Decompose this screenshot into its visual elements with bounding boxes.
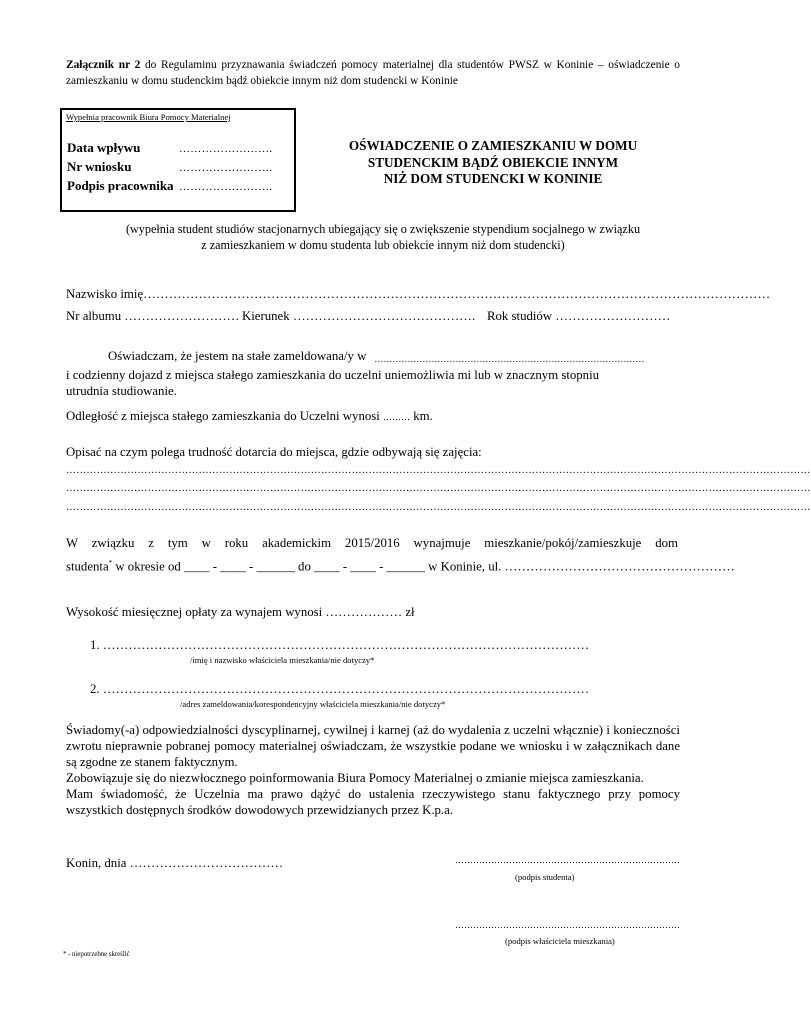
distance-unit: km. [413, 409, 433, 423]
rental-student-word: studenta [66, 559, 109, 574]
office-row-number [67, 159, 272, 175]
footnote-marker: * [108, 559, 113, 567]
rental-line-1: W związku z tym w roku akademickim 2015/2016 wynajmuje mieszkanie/pokój/zamieszkuje dom [66, 536, 678, 550]
office-row-label: Podpis pracownika [67, 178, 174, 193]
rental-period-address[interactable]: w okresie od ____ - ____ - ______ do ____ - ____ - ______ w Koninie, ul. ……………………………………………… [112, 559, 735, 574]
declaration-line: Oświadczam, że jestem na stałe zameldowana/y w [108, 349, 367, 363]
title-line: NIŻ DOM STUDENCKI W KONINIE [383, 171, 603, 186]
field-of-study-field[interactable]: Kierunek ……………………………………. [242, 309, 476, 323]
subtitle-line: z zamieszkaniem w domu studenta lub obiekcie innym niż dom studencki) [201, 238, 565, 252]
difficulty-line-1[interactable]: ………………………………………………………………………………………………………………………………………………………………………………………………… [66, 465, 811, 476]
office-row-label: Data wpływu [67, 140, 141, 155]
header-text: do Regulaminu przyznawania świadczeń pomocy materialnej dla studentów PWSZ w Koninie – oświadczenie o zamieszkaniu w domu studenckim bądź obiekcie innym niż dom studencki w Koninie [66, 59, 680, 87]
office-row-label: Nr wniosku [67, 159, 132, 174]
footnote: * - niepotrzebne skreślić [63, 951, 130, 958]
name-field[interactable]: Nazwisko imię………………………………………………………………………………………………………………………………… [66, 287, 771, 301]
office-use-box [60, 108, 296, 212]
year-of-study-field[interactable]: Rok studiów ……………………… [487, 309, 671, 323]
office-row-dots: ……………………. [179, 143, 273, 155]
student-signature-line[interactable]: ………………………………………………………………… [455, 855, 680, 865]
distance-line [66, 409, 433, 424]
document-header [66, 57, 680, 89]
difficulty-label: Opisać na czym polega trudność dotarcia do miejsca, gdzie odbywają się zajęcia: [66, 445, 482, 459]
owner-signature-line[interactable]: ………………………………………………………………… [455, 920, 680, 930]
declaration-paragraph [66, 348, 678, 399]
declaration-line: i codzienny dojazd z miejsca stałego zamieszkania do uczelni uniemożliwia mi lub w znacznym stopniu [66, 368, 600, 382]
document-title [318, 138, 668, 188]
title-line: STUDENCKIM BĄDŹ OBIEKCIE INNYM [367, 154, 619, 170]
attachment-label: Załącznik nr 2 [66, 59, 141, 71]
document-subtitle [96, 221, 670, 253]
office-row-signature [67, 178, 272, 194]
owner-name-caption: /imię i nazwisko właściciela mieszkania/nie dotyczy* [190, 655, 375, 665]
registered-address-field[interactable]: ……………………………………………………………………………… [374, 354, 645, 364]
office-box-caption: Wypełnia pracownik Biura Pomocy Materialnej [66, 112, 231, 122]
owner-address-caption: /adres zameldowania/korespondencyjny właściciela mieszkania/nie dotyczy* [180, 699, 446, 709]
monthly-fee-field[interactable]: Wysokość miesięcznej opłaty za wynajem wynosi ……………… zł [66, 605, 415, 619]
statement-block [66, 722, 680, 818]
statement-paragraph: Zobowiązuje się do niezwłocznego poinformowania Biura Pomocy Materialnej o zmianie miejsca zamieszkania. [66, 771, 644, 785]
owner-name-field[interactable]: 1. …………………………………………………………………………………………………… [90, 638, 590, 652]
difficulty-line-3[interactable]: ………………………………………………………………………………………………………………………………………………………………………………………………… [66, 502, 811, 513]
album-number-field[interactable]: Nr albumu ……………………… [66, 309, 240, 323]
office-row-date [67, 140, 272, 156]
office-row-dots: ……………………. [179, 162, 273, 174]
office-row-dots: ……………………. [179, 181, 273, 193]
distance-text: Odległość z miejsca stałego zamieszkania do Uczelni wynosi [66, 409, 380, 423]
title-line: OŚWIADCZENIE O ZAMIESZKANIU W DOMU [348, 138, 638, 153]
place-date-field[interactable]: Konin, dnia ……………………………… [66, 856, 284, 870]
statement-paragraph: Mam świadomość, że Uczelnia ma prawo dążyć do ustalenia rzeczywistego stanu faktycznego przy pomocy wszystkich dostępnych środków dowodowych przewidzianych przez K.p.a. [66, 787, 680, 817]
statement-paragraph: Świadomy(-a) odpowiedzialności dyscyplinarnej, cywilnej i karnej (aż do wydalenia z uczelni włącznie) i konieczności zwrotu nieprawnie pobranej pomocy materialnej oświadczam, że wszystkie podane we wniosku i w załącznikach dane są zgodne ze stanem faktycznym. [66, 723, 680, 769]
declaration-line: utrudnia studiowanie. [66, 384, 177, 398]
subtitle-line: (wypełnia student studiów stacjonarnych ubiegający się o zwiększenie stypendium socjalnego w związku [125, 222, 641, 236]
student-signature-caption: (podpis studenta) [515, 872, 575, 882]
difficulty-line-2[interactable]: ………………………………………………………………………………………………………………………………………………………………………………………………… [66, 483, 811, 494]
owner-address-field[interactable]: 2. …………………………………………………………………………………………………… [90, 682, 590, 696]
owner-signature-caption: (podpis właściciela mieszkania) [505, 936, 615, 946]
rental-line-2[interactable] [66, 559, 735, 574]
distance-field[interactable]: ……… [382, 412, 410, 422]
